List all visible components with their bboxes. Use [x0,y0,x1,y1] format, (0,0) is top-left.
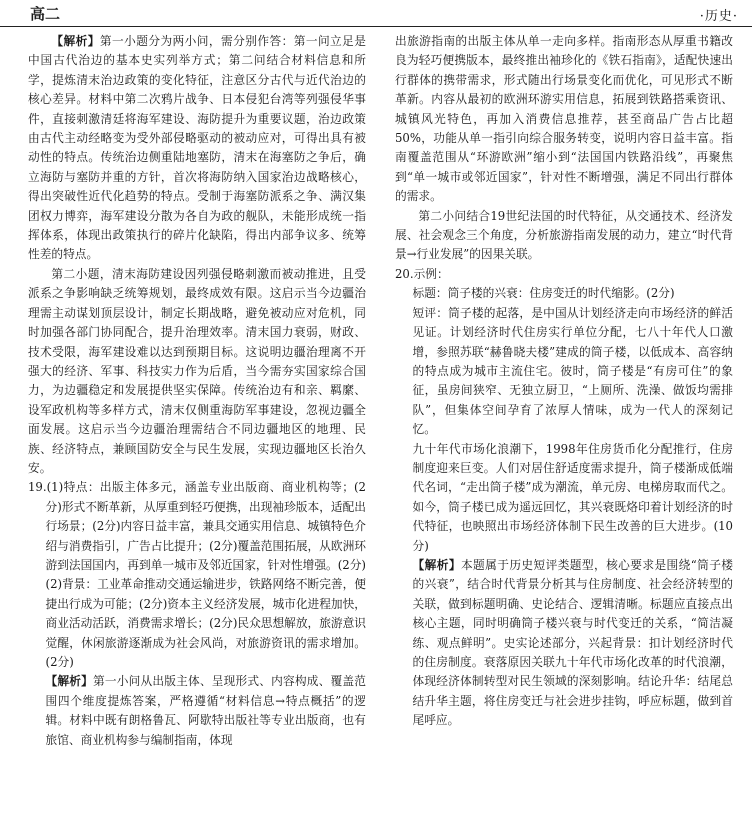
question-19-answer-1: 19.(1)特点：出版主体多元，涵盖专业出版商、商业机构等；(2分)形式不断革新，从厚重到轻巧便携，出现袖珍版本，适配出行场景；(2分)内容日益丰富，兼具交通实用信息、城镇特色介绍与消费指引，广告占比提升；(2分)覆盖范围拓展，从欧洲环游到法国国内，再到单一城市及邻近国家，针对性增强。(2分) [28,480,366,572]
right-column [395,32,733,731]
analysis-tag: 【解析】 [412,557,461,572]
question-number: 19. [28,480,47,495]
subject-label: ·历史· [699,9,738,24]
page-header [0,0,752,27]
analysis-paragraph-3: 【解析】第一小问从出版主体、呈现形式、内容构成、覆盖范围四个维度提炼答案，严格遵循“材料信息→特点概括”的逻辑。材料中既有朗格鲁瓦、阿歇特出版社等专业出版商，也有旅馆、商业机构参与编制指南，体现 [45,674,366,747]
question-20-body-2: 九十年代市场化浪潮下，1998年住房货币化分配推行，住房制度迎来巨变。人们对居住舒适度需求提升，筒子楼渐成低端代名词，“走出筒子楼”成为潮流，单元房、电梯房取而代之。如今，筒子楼已成为遥远回忆，其兴衰既烙印着计划经济的时代特征，也映照出市场经济体制下民生改善的巨大进步。(10分) [412,441,733,553]
question-19-answer-2: (2)背景：工业革命推动交通运输进步，铁路网络不断完善，便捷出行成为可能；(2分)资本主义经济发展，城市化进程加快，商业活动活跃，消费需求增长；(2分)民众思想解放，旅游意识觉醒，休闲旅游逐渐成为社会风尚，对旅游资讯的需求增加。(2分) [45,577,366,669]
question-20-body-1: 短评：筒子楼的起落，是中国从计划经济走向市场经济的鲜活见证。计划经济时代住房实行单位分配，七八十年代人口激增，参照苏联“赫鲁晓夫楼”建成的筒子楼，以低成本、高容纳的特点成为城市主流住宅。彼时，筒子楼是“有房可住”的象征，虽房间狭窄、无独立厨卫，“上厕所、洗澡、做饭均需排队”，但集体空间孕育了浓厚人情味，成为一代人的深刻记忆。 [412,305,733,437]
analysis-tag: 【解析】 [45,674,94,689]
question-20-title: 标题：筒子楼的兴衰：住房变迁的时代缩影。(2分) [412,286,675,301]
analysis-tag: 【解析】 [51,34,100,48]
analysis-paragraph-2: 第二小问结合19世纪法国的时代特征，从交通技术、经济发展、社会观念三个角度，分析旅游指南发展的动力，建立“时代背景→行业发展”的因果关联。 [395,208,733,262]
analysis-paragraph-2: 第二小题，清末海防建设因列强侵略刺激而被动推进，且受派系之争影响缺乏统筹规划，最终成效有限。这启示当今边疆治理需主动谋划顶层设计，制定长期战略，避免被动应对危机，同时加强各部门协同配合，提升治理效率。清末国力衰弱，财政、技术受限，海军建设难以达到预期目标。这说明边疆治理离不开强大的经济、军事、科技实力作为后盾，当今需夯实国家综合国力，为边疆稳定和发展提供坚实保障。传统治边有和亲、羁縻、设军政机构等多样方式，清末仅侧重海防军事建设，忽视边疆全面发展。这启示当今边疆治理需结合不同边疆地区的地理、民族、经济特点，兼顾国防安全与民生发展，实现边疆地区长治久安。 [28,266,366,475]
question-number: 20. [395,266,414,281]
analysis-paragraph-3: 【解析】本题属于历史短评类题型，核心要求是围绕“筒子楼的兴衰”，结合时代背景分析其与住房制度、社会经济转型的关联，做到标题明确、史论结合、逻辑清晰。标题应直接点出核心主题，同时明确筒子楼兴衰与时代变迁的关系，“简洁凝练、观点鲜明”。史实论述部分，兴起背景：扣计划经济时代的住房制度。衰落原因关联九十年代市场化改革的时代浪潮，体现经济体制转型对民生领域的深刻影响。结论升华：结尾总结升华主题，将住房变迁与社会进步挂钩，呼应标题，做到首尾呼应。 [412,557,733,728]
analysis-continuation: 出旅游指南的出版主体从单一走向多样。指南形态从厚重书籍改良为轻巧便携版本，最终推出袖珍化的《铁石指南》，适配快速出行群体的携带需求，形式随出行场景变化而优化，可见形式不断革新。内容从最初的欧洲环游实用信息，拓展到铁路搭乘资讯、城镇风光特色，再加入消费信息推荐，甚至商品广告占比超50%，功能从单一指引向综合服务转变，说明内容日益丰富。指南覆盖范围从“环游欧洲”缩小到“法国国内铁路沿线”，再聚焦到“单一城市或邻近国家”，针对性不断增强，满足不同出行群体的需求。 [395,34,733,204]
question-20-example: 20.示例： [395,266,449,281]
analysis-text: 第一小题分为两小问，需分别作答：第一问立足是中国古代治边的基本史实列举方式；第二问结合材料信息和所学，提炼清末治边政策的变化特征，注意区分古代与近代治边的核心差异。材料中第二次鸦片战争、日本侵犯台湾等列强侵华事件，直接刺激清廷将海军建设、海防提升为重要议题，治边政策由古代主动经略变为受外部侵略驱动的被动应对，可得出具有被动性的特点。传统治边侧重陆地塞防，清末在海塞防之争后，确立海防与塞防并重的方针，首次将海防纳入国家治边战略核心，得出突破性近代化趋势的特点。受制于海塞防派系之争、满汉集团权力博弈，海军建设分散为各自为政的舰队，未能形成统一指挥体系，体现出政策执行的碎片化缺陷，得出内部争议多、统筹性差的特点。 [28,34,366,262]
left-column [28,32,366,750]
analysis-paragraph [28,32,366,265]
grade-label: 高二 [30,5,61,23]
